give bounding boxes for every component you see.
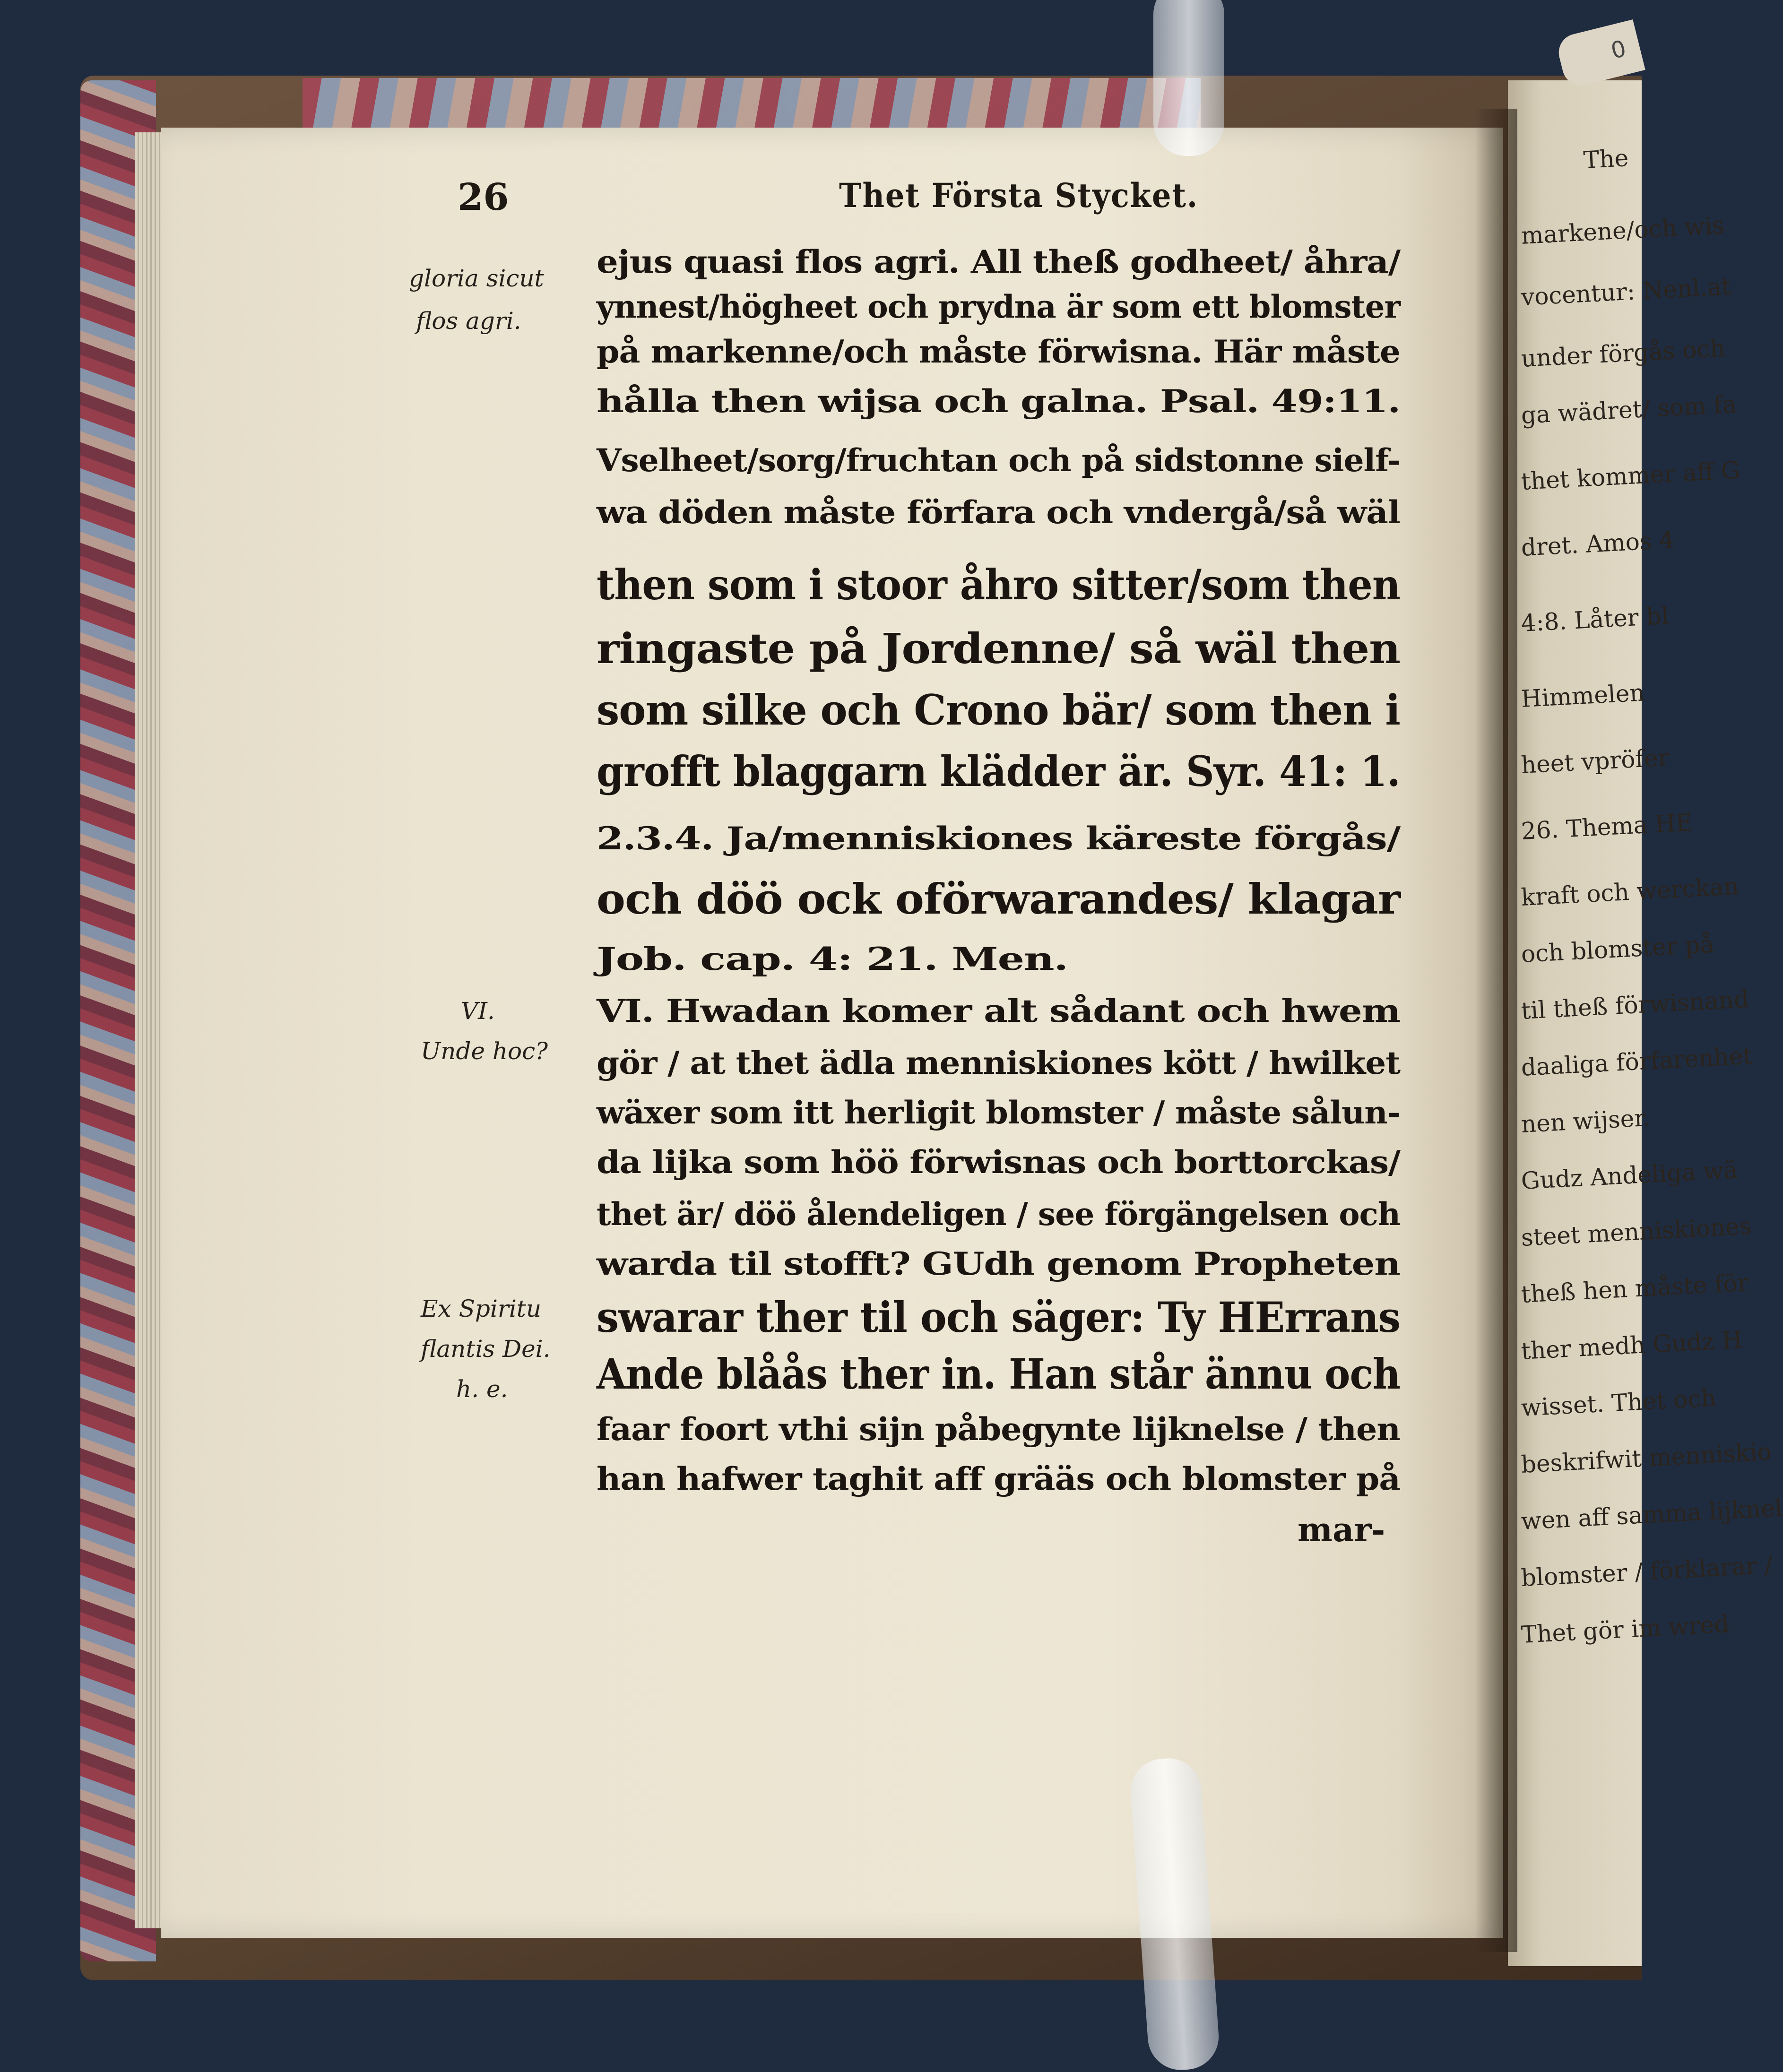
margin-note: flos agri. <box>416 307 521 335</box>
text-line: på markenne/och måste förwisna. Här måste <box>597 333 1400 370</box>
text-line: Job. cap. 4: 21. Men. <box>597 941 1068 977</box>
text-line: ejus quasi flos agri. All theß godheet/ åhra/ <box>597 243 1400 280</box>
facing-page-line: til theß förwisnand <box>1520 985 1750 1025</box>
text-line: han hafwer taghit aff grääs och blomster på <box>597 1460 1400 1497</box>
facing-page-line: Thet gör im wred <box>1520 1610 1730 1649</box>
margin-note: gloria sicut <box>409 265 544 292</box>
facing-page-line: The <box>1583 144 1629 174</box>
text-line: grofft blaggarn klädder är. Syr. 41: 1. <box>597 747 1400 796</box>
facing-page-line: dret. Amos 4 <box>1520 526 1675 561</box>
text-line: then som i stoor åhro sitter/som then <box>597 560 1400 609</box>
text-line: 2.3.4. Ja/menniskiones käreste förgås/ <box>597 820 1400 857</box>
marbled-endpaper-top <box>303 78 1201 130</box>
facing-page <box>1508 80 1783 1966</box>
facing-page-line: heet vpröfer <box>1520 743 1670 779</box>
text-line: som silke och Crono bär/ som then i <box>597 685 1400 734</box>
text-line: ynnest/högheet och prydna är som ett blomster <box>597 288 1400 325</box>
margin-note: Unde hoc? <box>421 1037 548 1065</box>
facing-page-line: 26. Thema HE <box>1520 809 1694 845</box>
text-line: ringaste på Jordenne/ så wäl then <box>597 624 1400 673</box>
facing-page-line: blomster / förklarar / <box>1520 1551 1774 1592</box>
text-line: och döö ock oförwarandes/ klagar <box>597 874 1400 924</box>
text-line: VI. Hwadan komer alt sådant och hwem <box>597 993 1400 1029</box>
page-clip-top <box>1153 0 1224 156</box>
text-line: wa döden måste förfara och vndergå/så wäl <box>597 494 1400 531</box>
margin-note: flantis Dei. <box>421 1335 551 1363</box>
text-line: gör / at thet ädla menniskiones kött / hwilket <box>597 1045 1400 1081</box>
text-line: hålla then wijsa och galna. Psal. 49:11. <box>597 383 1400 420</box>
facing-page-line: daaliga förfarenhet <box>1520 1042 1753 1081</box>
facing-page-line: vocentur: Nenl.at <box>1520 272 1732 311</box>
text-line: Vselheet/sorg/fruchtan och på sidstonne sielf- <box>597 442 1400 479</box>
page-gutter-shadow <box>1475 109 1517 1952</box>
text-line: thet är/ döö ålendeligen / see förgängelsen och <box>597 1196 1400 1233</box>
running-title: Thet Första Stycket. <box>839 176 1198 215</box>
text-line: wäxer som itt herligit blomster / måste sålun- <box>597 1094 1400 1131</box>
facing-page-line: steet menniskiones <box>1520 1212 1752 1252</box>
facing-page-line: Gudz Andeliga wä <box>1520 1156 1739 1195</box>
margin-note: Ex Spiritu <box>421 1295 542 1322</box>
facing-page-line: markene/och wis <box>1520 211 1725 250</box>
page-number: 26 <box>458 176 509 219</box>
facing-page-line: 4:8. Låter bl <box>1520 602 1670 637</box>
facing-page-line: under förgås och <box>1520 334 1726 372</box>
text-line: warda til stofft? GUdh genom Propheten <box>597 1245 1400 1282</box>
facing-page-line: ther medh Gudz H <box>1520 1326 1743 1365</box>
shelf-label-tag: 0 <box>1555 19 1645 89</box>
facing-page-line: beskrifwit menniskio <box>1520 1438 1772 1478</box>
text-line: da lijka som höö förwisnas och borttorckas/ <box>597 1144 1400 1181</box>
facing-page-line: theß hen måste för <box>1520 1269 1749 1308</box>
facing-page-line: nen wijser. <box>1520 1104 1651 1138</box>
text-line: faar foort vthi sijn påbegynte lijknelse / then <box>597 1411 1400 1448</box>
margin-note: h. e. <box>456 1375 508 1403</box>
facing-page-line: wen aff samma lijknel <box>1520 1494 1783 1535</box>
text-line: swarar ther til och säger: Ty HErrans <box>597 1293 1400 1342</box>
catchword: mar- <box>1298 1510 1385 1549</box>
facing-page-line: Himmelen <box>1520 679 1645 713</box>
facing-page-line: ga wädret/ som fa <box>1520 390 1737 429</box>
facing-page-line: kraft och werckan <box>1520 872 1740 911</box>
facing-page-line: och blomster på <box>1520 930 1715 968</box>
facing-page-line: wisset. Thet och <box>1520 1384 1717 1422</box>
margin-note: VI. <box>461 997 495 1025</box>
text-line: Ande blåås ther in. Han står ännu och <box>597 1349 1400 1399</box>
facing-page-line: thet kommer aff G <box>1520 456 1741 495</box>
